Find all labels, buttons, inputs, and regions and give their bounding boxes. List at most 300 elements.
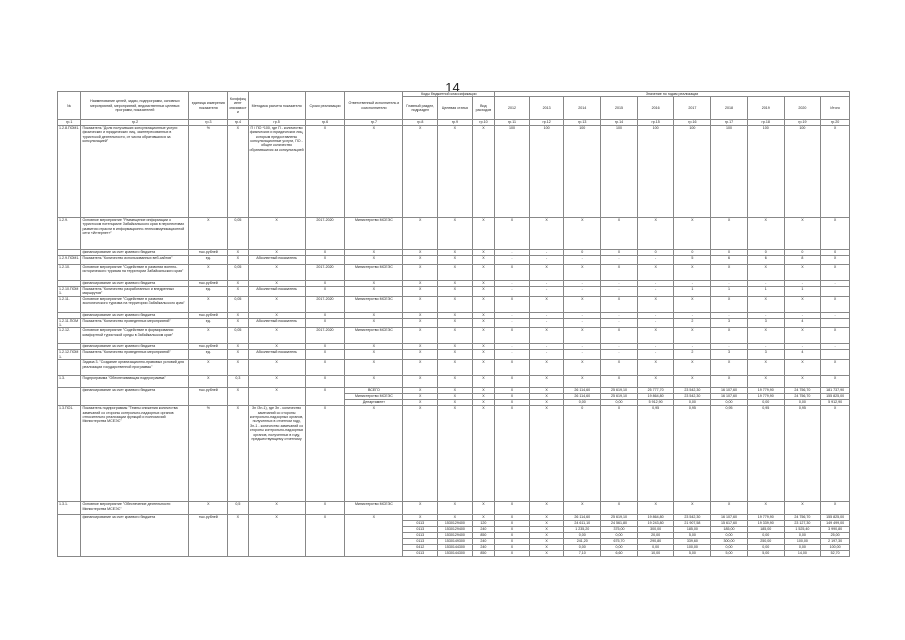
table-cell: 25,00 [821, 533, 850, 539]
column-number: гр.12 [529, 120, 564, 125]
table-cell: тыс.рублей [189, 249, 228, 255]
table-row [58, 264, 850, 280]
table-cell: 14,00 [784, 551, 821, 557]
table-row [58, 360, 850, 376]
table-cell: 0,3 [228, 376, 248, 388]
table-cell: X [438, 376, 473, 388]
table-cell: X [438, 125, 473, 217]
table-cell: 2017-2020 [305, 328, 345, 344]
table-cell: - [784, 312, 821, 318]
table-cell: Министерство МСЕЭС [345, 502, 403, 515]
table-cell: X [345, 515, 403, 557]
table-cell: Абсолютный показатель [248, 255, 305, 264]
table-cell: X [637, 360, 674, 376]
table-cell: X [472, 406, 494, 502]
table-cell: - [495, 286, 530, 296]
table-cell: X [637, 296, 674, 312]
table-cell: X [305, 344, 345, 350]
column-number: гр.20 [821, 120, 850, 125]
table-cell: X [529, 527, 564, 533]
header-year: 2016 [637, 97, 674, 120]
table-cell: 850 [472, 551, 494, 557]
table-cell: X [438, 255, 473, 264]
table-cell: X [674, 264, 711, 280]
table-cell: 16 107,60 [711, 394, 748, 400]
column-number: гр.10 [472, 120, 494, 125]
table-cell: X [228, 388, 248, 406]
table-cell: X [495, 296, 530, 312]
table-cell: X [248, 376, 305, 388]
table-cell: 8 [784, 255, 821, 264]
table-cell: 6,60 [601, 551, 638, 557]
table-cell: X [345, 249, 403, 255]
table-cell: 24 756,70 [784, 394, 821, 400]
table-cell: X [564, 217, 601, 249]
table-cell: 1530129400 [438, 521, 473, 527]
table-cell: 23 542,30 [674, 515, 711, 521]
table-cell: 5,00 [674, 533, 711, 539]
table-cell: 100 [784, 125, 821, 217]
table-cell: 7,10 [564, 551, 601, 557]
table-cell: 1.3.ПО1. [58, 406, 81, 502]
table-cell: X [601, 264, 638, 280]
table-cell: 155 825,00 [821, 394, 850, 400]
header-year: 2013 [529, 97, 564, 120]
table-cell: X [345, 350, 403, 360]
table-cell: - [601, 312, 638, 318]
table-cell: X [403, 296, 438, 312]
table-cell: X [403, 217, 438, 249]
table-cell: X [472, 360, 494, 376]
table-cell: X [438, 400, 473, 406]
table-cell: 1530144300 [438, 551, 473, 557]
table-cell: 26 114,60 [564, 515, 601, 521]
table-cell: X [472, 286, 494, 296]
table-cell: X [711, 264, 748, 280]
table-cell: X [674, 502, 711, 515]
table-cell: - [821, 280, 850, 286]
table-row [58, 255, 850, 264]
table-cell: - [637, 350, 674, 360]
table-cell: 0 [674, 249, 711, 255]
column-number: гр.5 [248, 120, 305, 125]
table-cell: 6 [747, 255, 784, 264]
table-cell: 300,00 [637, 527, 674, 533]
table-cell: X [248, 249, 305, 255]
table-cell: Основное мероприятие "Содействие в формировании комфортной туристской среды в Забайкальском крае" [81, 328, 189, 344]
table-cell: тыс.рублей [189, 515, 228, 557]
table-cell: X [248, 344, 305, 350]
table-cell: - [711, 280, 748, 286]
table-cell: X [495, 521, 530, 527]
table-cell: X [438, 249, 473, 255]
table-cell: 3 [711, 318, 748, 328]
table-cell: X [495, 388, 530, 394]
table-cell: - [637, 280, 674, 286]
table-cell: - [495, 344, 530, 350]
table-cell: X [403, 360, 438, 376]
table-cell: 16 107,60 [711, 515, 748, 521]
table-cell: 5,00 [747, 551, 784, 557]
table-cell: X [345, 360, 403, 376]
table-cell: X [564, 360, 601, 376]
table-cell: X [345, 312, 403, 318]
table-cell: 120 [472, 521, 494, 527]
table-cell: 16 107,60 [711, 388, 748, 394]
table-cell: - [495, 350, 530, 360]
table-cell: Показатель "Количество проведенных мероприятий" [81, 318, 189, 328]
indicator-table [57, 91, 850, 557]
table-cell: 100 [564, 125, 601, 217]
header-year: 2020 [784, 97, 821, 120]
table-cell: X [747, 376, 784, 388]
column-number: гр.6 [305, 120, 345, 125]
table-cell: 1.3. [58, 376, 81, 388]
table-cell: тыс.рублей [189, 388, 228, 406]
table-cell: X [248, 217, 305, 249]
table-cell: X [529, 551, 564, 557]
table-cell: 0,00 [601, 545, 638, 551]
header-year: 2017 [674, 97, 711, 120]
table-cell: 0 [711, 249, 748, 255]
table-cell: X [495, 551, 530, 557]
table-cell: X [472, 328, 494, 344]
table-cell: X [472, 125, 494, 217]
table-cell: Абсолютный показатель [248, 350, 305, 360]
table-cell: 0,00 [711, 533, 748, 539]
table-cell: X [438, 350, 473, 360]
table-cell: 4 [784, 350, 821, 360]
column-number: гр.3 [189, 120, 228, 125]
table-cell: - [529, 280, 564, 286]
table-cell: 1530144300 [438, 545, 473, 551]
table-cell: X [228, 125, 248, 217]
table-cell: X [821, 255, 850, 264]
table-cell: 24 611,10 [564, 521, 601, 527]
table-cell: X [472, 217, 494, 249]
table-cell: 0,05 [228, 264, 248, 280]
table-cell: - [637, 286, 674, 296]
table-cell: - [529, 344, 564, 350]
table-cell: 1.2.8.ПОМ1. [58, 125, 81, 217]
table-cell: 0,00 [747, 533, 784, 539]
table-cell: 15 617,60 [711, 521, 748, 527]
table-cell: 23 542,30 [674, 388, 711, 394]
table-cell: X [438, 360, 473, 376]
table-cell: 0,5 [228, 502, 248, 515]
table-cell: 19 864,80 [637, 394, 674, 400]
table-cell: X [529, 360, 564, 376]
table-cell: X [189, 296, 228, 312]
table-cell: - [674, 344, 711, 350]
table-cell: X [305, 388, 345, 406]
table-cell: X [711, 328, 748, 344]
table-cell: Министерство МСЕЭС [345, 296, 403, 312]
table-cell: - [529, 350, 564, 360]
table-cell: X [228, 360, 248, 376]
table-cell: X [472, 280, 494, 286]
table-cell: X [228, 286, 248, 296]
table-cell: 3 [711, 350, 748, 360]
table-cell: 1.2.10.ПОМ1. [58, 286, 81, 296]
table-cell: X [495, 394, 530, 400]
table-cell: 0 [637, 249, 674, 255]
table-cell: X [403, 312, 438, 318]
table-cell: X [228, 280, 248, 286]
table-cell: X [529, 515, 564, 521]
table-row [58, 328, 850, 344]
table-cell: 5 [674, 255, 711, 264]
table-cell: X [248, 312, 305, 318]
table-cell: X [674, 376, 711, 388]
column-number: гр.8 [403, 120, 438, 125]
table-cell: 1.3.1. [58, 502, 81, 515]
table-cell: 1 235,20 [564, 527, 601, 533]
table-cell: 1.2.12.ПОМ1. [58, 350, 81, 360]
table-cell: X [637, 376, 674, 388]
table-cell: X [495, 406, 530, 502]
table-cell: X [472, 312, 494, 318]
header-unit: единица измерения показателя [189, 92, 228, 120]
table-cell: ед. [189, 318, 228, 328]
column-number: гр.2 [81, 120, 189, 125]
table-cell: X [403, 249, 438, 255]
table-cell: 26 114,60 [564, 394, 601, 400]
table-cell: 850 [472, 533, 494, 539]
table-cell: X [248, 328, 305, 344]
table-cell: X [564, 376, 601, 388]
table-cell: X [821, 217, 850, 249]
table-cell: X [711, 502, 748, 515]
table-cell: X [228, 318, 248, 328]
table-row [58, 286, 850, 296]
table-cell: 19 779,90 [747, 515, 784, 521]
header-year: 2019 [747, 97, 784, 120]
table-cell: 0,00 [747, 400, 784, 406]
table-cell: 24 756,70 [784, 515, 821, 521]
table-cell: - [601, 280, 638, 286]
column-number: гр.11 [495, 120, 530, 125]
table-cell: - [495, 249, 530, 255]
table-cell: X [601, 502, 638, 515]
table-cell: X [529, 328, 564, 344]
table-cell: X [472, 249, 494, 255]
table-row [58, 296, 850, 312]
table-cell: - [564, 280, 601, 286]
table-cell: X [747, 264, 784, 280]
table-row [58, 217, 850, 249]
table-cell: 2017-2020 [305, 296, 345, 312]
table-cell: - [747, 312, 784, 318]
table-cell: - [747, 280, 784, 286]
table-cell: 100 [495, 125, 530, 217]
table-cell: X [747, 502, 784, 515]
table-cell: X [784, 296, 821, 312]
table-cell: 0,00 [711, 400, 748, 406]
table-cell: тыс.рублей [189, 344, 228, 350]
header-term: Сроки реализации [305, 92, 345, 120]
table-cell: 20,00 [637, 533, 674, 539]
table-cell: X [438, 394, 473, 400]
table-cell: 100 [637, 125, 674, 217]
table-cell: финансирование за счет краевого бюджета [81, 312, 189, 318]
header-no: № [58, 92, 81, 120]
table-cell: X [305, 376, 345, 388]
table-cell: 1 [784, 286, 821, 296]
table-cell: X [784, 502, 821, 515]
table-cell: - [529, 312, 564, 318]
table-cell: X [438, 217, 473, 249]
table-cell: X [228, 249, 248, 255]
header-bk3: Вид расходов [472, 97, 494, 120]
table-cell: Подпрограмма "Обеспечивающая подпрограмма" [81, 376, 189, 388]
table-cell: X [821, 406, 850, 502]
table-cell: X [601, 376, 638, 388]
table-cell: Зn /Зn-1), где Зn - количество замечаний со стороны контрольно-надзорных органов, полученных в отчетном году, Зn-1 - количество замечаний со стороны контрольно-надзорных органов, полученных в году, предшествующему отчетному [248, 406, 305, 502]
table-cell: X [529, 394, 564, 400]
table-cell: 1.2.12. [58, 328, 81, 344]
table-cell: - [821, 344, 850, 350]
table-cell: X [248, 360, 305, 376]
table-cell: 0,00 [747, 545, 784, 551]
table-cell: 1 [711, 286, 748, 296]
table-cell: X [784, 360, 821, 376]
table-cell: 0,95 [637, 406, 674, 502]
table-cell: X [564, 296, 601, 312]
table-cell: X [472, 515, 494, 521]
table-cell: X [821, 376, 850, 388]
header-coef: Коэффициент значимости [228, 92, 248, 120]
table-cell: X [637, 328, 674, 344]
table-cell: 2017-2020 [305, 264, 345, 280]
table-cell: X [637, 264, 674, 280]
table-cell: - [784, 280, 821, 286]
table-cell: 0,00 [711, 545, 748, 551]
table-cell: X [601, 217, 638, 249]
table-cell: X [345, 286, 403, 296]
table-cell: 0113 [403, 539, 438, 545]
table-cell: X [821, 125, 850, 217]
table-cell: 0 [601, 406, 638, 502]
table-cell: - [784, 344, 821, 350]
table-row [58, 318, 850, 328]
table-cell: - [495, 280, 530, 286]
table-cell: - [821, 312, 850, 318]
table-cell: 0,95 [674, 406, 711, 502]
table-cell: X [345, 255, 403, 264]
table-cell: 3 [747, 318, 784, 328]
table-cell: 0,05 [228, 328, 248, 344]
table-cell: X [564, 264, 601, 280]
table-cell: X [784, 328, 821, 344]
table-cell: 25 619,10 [601, 515, 638, 521]
table-cell: 19 339,90 [747, 521, 784, 527]
table-cell: Основное мероприятие "Обеспечение деятельности Министерства МСЕЭС" [81, 502, 189, 515]
table-cell: 3 [747, 350, 784, 360]
table-cell: X [564, 328, 601, 344]
table-row [58, 350, 850, 360]
table-cell: 185,00 [747, 527, 784, 533]
table-cell: 240 [472, 539, 494, 545]
table-cell: - [637, 318, 674, 328]
table-cell: 25 777,70 [637, 388, 674, 394]
table-cell: 100 [601, 125, 638, 217]
table-cell: 300,00 [711, 539, 748, 545]
table-cell: X [747, 296, 784, 312]
table-cell: X [305, 125, 345, 217]
table-cell: X [529, 539, 564, 545]
table-cell: X [747, 360, 784, 376]
table-cell: X [747, 217, 784, 249]
table-cell: X [472, 400, 494, 406]
table-cell: 185,00 [711, 527, 748, 533]
column-number: гр.4 [228, 120, 248, 125]
table-cell: X [784, 376, 821, 388]
table-cell: X [601, 328, 638, 344]
table-cell: X [403, 286, 438, 296]
header-year: 2015 [601, 97, 638, 120]
table-row [58, 376, 850, 388]
column-number: гр.17 [711, 120, 748, 125]
table-cell: 100 [529, 125, 564, 217]
column-number: гр.7 [345, 120, 403, 125]
table-cell: X [305, 406, 345, 502]
table-cell: % [189, 406, 228, 502]
table-cell: 52,70 [821, 551, 850, 557]
table-cell: ВСЕГО [345, 388, 403, 394]
table-cell: X [495, 539, 530, 545]
table-cell: X [403, 350, 438, 360]
table-cell: 100,00 [784, 539, 821, 545]
table-cell: 100,00 [674, 545, 711, 551]
table-cell [821, 318, 850, 328]
table-cell: 0 [564, 249, 601, 255]
table-cell: X [495, 545, 530, 551]
table-cell: 0 [784, 249, 821, 255]
table-cell: - [529, 286, 564, 296]
table-cell: X [674, 296, 711, 312]
table-cell: - [601, 255, 638, 264]
table-cell [58, 515, 81, 557]
table-cell: X [438, 296, 473, 312]
table-cell: X [674, 360, 711, 376]
table-cell: X [495, 515, 530, 521]
table-cell: - [495, 318, 530, 328]
header-exec: Ответственный исполнитель и соисполнители [345, 92, 403, 120]
table-cell: 6 [711, 255, 748, 264]
table-cell: X [403, 400, 438, 406]
table-cell: X [403, 376, 438, 388]
table-row [58, 406, 850, 502]
table-cell: X [495, 527, 530, 533]
table-cell: 100 [711, 125, 748, 217]
table-cell: X [674, 328, 711, 344]
table-cell: X [438, 264, 473, 280]
table-cell: 0,05 [228, 296, 248, 312]
table-cell: 25 619,10 [601, 388, 638, 394]
table-cell: 290,80 [637, 539, 674, 545]
table-cell: Показатель "Количество разработанных и внедренных маршрутов" [81, 286, 189, 296]
column-number: гр.19 [784, 120, 821, 125]
table-cell: 0,95 [711, 406, 748, 502]
table-cell: - [601, 344, 638, 350]
table-cell: X [674, 217, 711, 249]
column-number: гр.14 [601, 120, 638, 125]
table-cell: 241,20 [564, 539, 601, 545]
table-cell: 19 864,80 [637, 515, 674, 521]
table-cell: X [305, 286, 345, 296]
table-cell: - [674, 280, 711, 286]
